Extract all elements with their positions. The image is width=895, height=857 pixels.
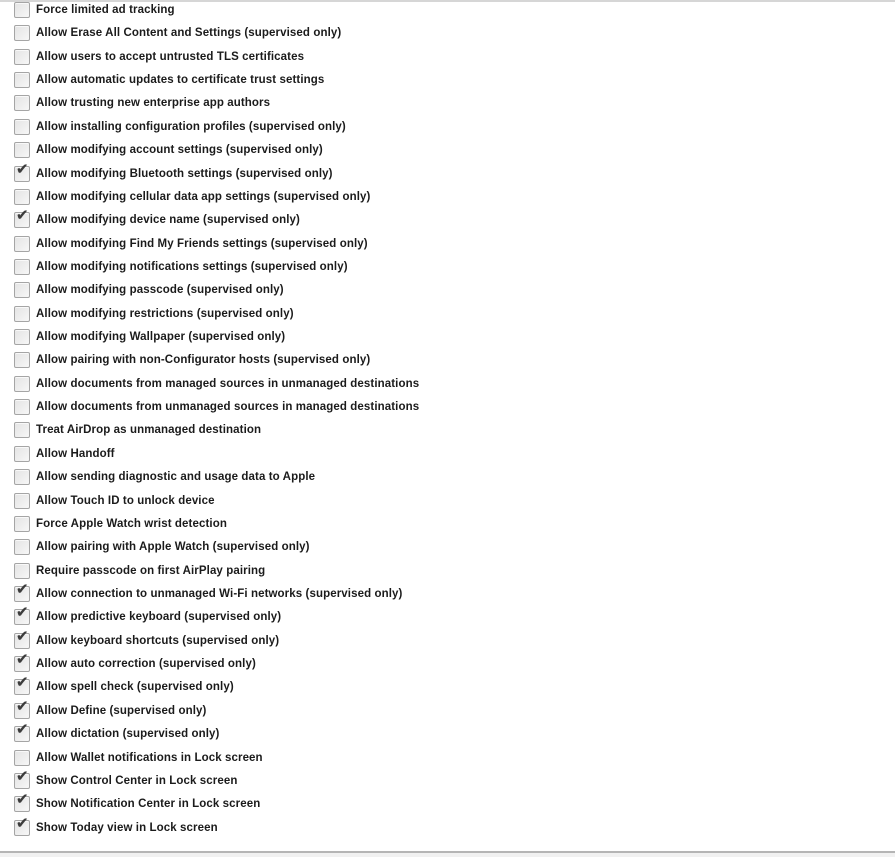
- restriction-checkbox[interactable]: [14, 651, 30, 672]
- restriction-checkbox[interactable]: [14, 72, 30, 88]
- restriction-row: [0, 48, 895, 71]
- restriction-label: Allow connection to unmanaged Wi-Fi networks (supervised only): [36, 587, 403, 600]
- restriction-label: Allow Erase All Content and Settings (supervised only): [36, 27, 342, 40]
- restriction-label: Show Notification Center in Lock screen: [36, 798, 261, 811]
- restriction-label: Allow Define (supervised only): [36, 704, 207, 717]
- restriction-row: [0, 421, 895, 444]
- restriction-checkbox[interactable]: [14, 563, 30, 579]
- restriction-checkbox[interactable]: [14, 119, 30, 135]
- restriction-row: [0, 562, 895, 585]
- restriction-options-list: [0, 1, 895, 842]
- restriction-label: Allow modifying device name (supervised only): [36, 214, 300, 227]
- restriction-row: [0, 515, 895, 538]
- restriction-label: Allow modifying restrictions (supervised only): [36, 307, 294, 320]
- restriction-label: Allow modifying notifications settings (supervised only): [36, 260, 348, 273]
- restriction-checkbox[interactable]: [14, 580, 30, 602]
- restriction-label: Allow automatic updates to certificate trust settings: [36, 74, 325, 87]
- checkmark-icon: ✔: [16, 651, 29, 669]
- restriction-checkbox[interactable]: [14, 329, 30, 345]
- restriction-row: [0, 305, 895, 328]
- restriction-row: [0, 721, 895, 748]
- restriction-checkbox[interactable]: [14, 422, 30, 438]
- restriction-row: [0, 538, 895, 561]
- restriction-checkbox[interactable]: [14, 282, 30, 298]
- restriction-label: Allow modifying Bluetooth settings (supervised only): [36, 167, 333, 180]
- restriction-row: [0, 160, 895, 188]
- checkmark-icon: ✔: [16, 580, 29, 598]
- restriction-label: Allow spell check (supervised only): [36, 681, 234, 694]
- restriction-checkbox[interactable]: [14, 189, 30, 205]
- checkmark-icon: ✔: [16, 767, 29, 785]
- restriction-label: Allow installing configuration profiles (supervised only): [36, 120, 346, 133]
- restriction-label: Allow documents from unmanaged sources in managed destinations: [36, 401, 420, 414]
- restriction-label: Allow Handoff: [36, 447, 115, 460]
- restriction-row: [0, 468, 895, 491]
- restriction-label: Treat AirDrop as unmanaged destination: [36, 424, 262, 437]
- restriction-row: [0, 814, 895, 842]
- restriction-row: [0, 281, 895, 304]
- restriction-checkbox[interactable]: [14, 160, 30, 182]
- restriction-checkbox[interactable]: [14, 767, 30, 789]
- restriction-checkbox[interactable]: [14, 142, 30, 158]
- restriction-label: Allow pairing with non-Configurator hosts (supervised only): [36, 354, 371, 367]
- restriction-row: [0, 445, 895, 468]
- restriction-checkbox[interactable]: [14, 627, 30, 649]
- restriction-row: [0, 697, 895, 725]
- restriction-label: Allow modifying account settings (supervised only): [36, 144, 323, 157]
- restriction-row: [0, 351, 895, 374]
- restriction-checkbox[interactable]: [14, 814, 30, 836]
- restriction-row: [0, 580, 895, 608]
- checkmark-icon: ✔: [16, 791, 29, 809]
- restriction-label: Allow documents from managed sources in unmanaged destinations: [36, 377, 420, 390]
- restriction-label: Show Control Center in Lock screen: [36, 774, 238, 787]
- restriction-label: Allow Touch ID to unlock device: [36, 494, 215, 507]
- restriction-row: [0, 258, 895, 281]
- restriction-row: [0, 71, 895, 94]
- restriction-row: [0, 188, 895, 211]
- restriction-row: [0, 118, 895, 141]
- restriction-label: Allow trusting new enterprise app authors: [36, 97, 271, 110]
- restriction-checkbox[interactable]: [14, 236, 30, 252]
- restriction-row: [0, 492, 895, 515]
- restriction-row: [0, 24, 895, 47]
- restriction-row: [0, 627, 895, 655]
- restriction-row: [0, 1, 895, 24]
- restriction-label: Allow users to accept untrusted TLS certificates: [36, 50, 305, 63]
- checkmark-icon: ✔: [16, 627, 29, 645]
- restriction-checkbox[interactable]: [14, 25, 30, 41]
- restriction-label: Allow Wallet notifications in Lock screen: [36, 751, 263, 764]
- bottom-divider: [0, 851, 895, 857]
- restriction-checkbox[interactable]: [14, 516, 30, 532]
- checkmark-icon: ✔: [16, 814, 29, 832]
- restriction-label: Allow pairing with Apple Watch (supervised only): [36, 541, 310, 554]
- restriction-label: Allow sending diagnostic and usage data to Apple: [36, 471, 316, 484]
- restriction-checkbox[interactable]: [14, 306, 30, 322]
- restriction-label: Force limited ad tracking: [36, 4, 175, 16]
- checkmark-icon: ✔: [16, 604, 29, 622]
- restriction-checkbox[interactable]: [14, 539, 30, 555]
- restriction-label: Show Today view in Lock screen: [36, 821, 218, 834]
- restriction-label: Allow predictive keyboard (supervised only): [36, 611, 282, 624]
- restriction-row: [0, 604, 895, 631]
- restriction-row: [0, 767, 895, 795]
- restriction-checkbox[interactable]: [14, 207, 30, 228]
- restriction-checkbox[interactable]: [14, 399, 30, 415]
- restriction-checkbox[interactable]: [14, 446, 30, 462]
- restriction-checkbox[interactable]: [14, 791, 30, 812]
- restriction-row: [0, 749, 895, 772]
- checkmark-icon: ✔: [16, 674, 29, 692]
- restriction-checkbox[interactable]: [14, 721, 30, 742]
- restriction-row: [0, 235, 895, 258]
- restriction-checkbox[interactable]: [14, 493, 30, 509]
- restriction-label: Allow modifying passcode (supervised only): [36, 284, 284, 297]
- restriction-label: Require passcode on first AirPlay pairing: [36, 564, 266, 577]
- restriction-checkbox[interactable]: [14, 352, 30, 368]
- restriction-checkbox[interactable]: [14, 49, 30, 65]
- restriction-checkbox[interactable]: [14, 604, 30, 625]
- restriction-row: [0, 791, 895, 818]
- restriction-checkbox[interactable]: [14, 2, 30, 18]
- restriction-row: [0, 94, 895, 117]
- restriction-row: [0, 651, 895, 678]
- restriction-label: Allow auto correction (supervised only): [36, 658, 256, 671]
- restriction-row: [0, 375, 895, 398]
- restriction-label: Force Apple Watch wrist detection: [36, 517, 227, 530]
- restriction-row: [0, 141, 895, 164]
- restriction-label: Allow modifying Find My Friends settings (supervised only): [36, 237, 368, 250]
- checkmark-icon: ✔: [16, 160, 29, 178]
- restriction-label: Allow modifying Wallpaper (supervised only): [36, 331, 286, 344]
- restriction-checkbox[interactable]: [14, 469, 30, 485]
- restriction-row: [0, 207, 895, 234]
- restriction-checkbox[interactable]: [14, 750, 30, 766]
- checkmark-icon: ✔: [16, 697, 29, 715]
- checkmark-icon: ✔: [16, 721, 29, 739]
- restriction-checkbox[interactable]: [14, 697, 30, 719]
- restriction-checkbox[interactable]: [14, 95, 30, 111]
- restriction-label: Allow dictation (supervised only): [36, 728, 220, 741]
- restriction-row: [0, 328, 895, 351]
- restriction-label: Allow keyboard shortcuts (supervised only): [36, 634, 280, 647]
- restriction-row: [0, 674, 895, 701]
- restriction-row: [0, 398, 895, 421]
- checkmark-icon: ✔: [16, 207, 29, 225]
- restriction-label: Allow modifying cellular data app settings (supervised only): [36, 190, 371, 203]
- restriction-checkbox[interactable]: [14, 674, 30, 695]
- restriction-checkbox[interactable]: [14, 259, 30, 275]
- restriction-checkbox[interactable]: [14, 376, 30, 392]
